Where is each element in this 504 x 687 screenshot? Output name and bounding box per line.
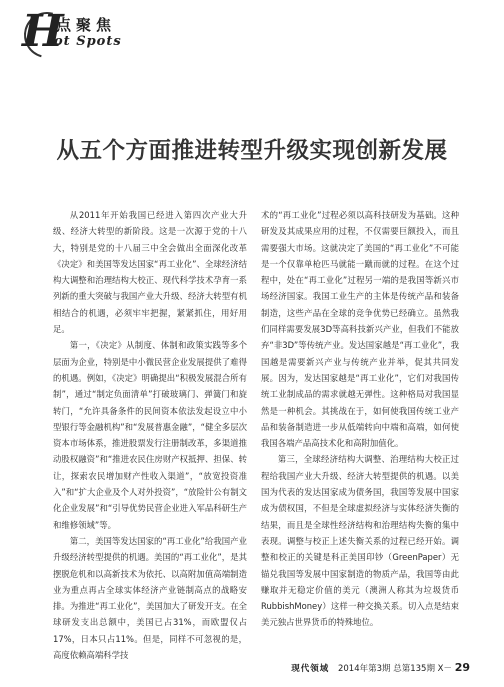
column-logo xyxy=(22,8,172,63)
page-number: 29 xyxy=(454,661,470,674)
magazine-name: 现代领域 xyxy=(291,664,330,674)
article-column-right xyxy=(261,207,459,631)
article-title: 从五个方面推进转型升级实现创新发展 xyxy=(56,138,448,164)
page-footer xyxy=(291,661,470,674)
logo-letter: H xyxy=(22,6,64,57)
paragraph: 第三，全球经济结构大调整、治理结构大校正过程给我国产业大升级、经济大转型提供的机遇。以美国为代表的发达国家成为债务国，我国等发展中国家成为债权国，不但是全球虚拟经济与实体经济失衡的结果，而且是全球性经济结构和治理结构失衡的集中表现。调整与校正上述失衡关系的过程已经开始。调整和校正的关键是科正美国印钞（GreenPaper）无锚兑我国等发展中国家制造的物质产品，我国等由此赚取并无稳定价值的美元（澳洲人称其为垃圾货币RubbishMoney）这样一种交换关系。切入点是结束美元独占世界货币的特殊地位。 xyxy=(261,454,459,628)
paragraph: 第一，《决定》从制度、体制和政策实践等多个层面为企业，特别是中小微民营企业发展提供了难得的机遇。例如，《决定》明确提出“积极发展混合所有制”，通过“制定负面清单”打破玻璃门、弹簧门和旋转门，“允许具备条件的民间资本依法发起设立中小型银行等金融机构”和“发展普惠金融”，“健全多层次资本市场体系，推进股票发行注册制改革，多渠道推动股权融资”和“推进农民住房财产权抵押、担保、转让，探索农民增加财产性收入渠道”，“放宽投资准入”和“扩大企业及个人对外投资”，“放险针公有制文化企业发展”和“引导优势民营企业进入军品科研生产和维修领域”等。 xyxy=(53,340,247,530)
issue-info: 2014年第3期 总第135期 X－ xyxy=(337,664,452,674)
article-column-left xyxy=(53,207,247,663)
paragraph: 术的“再工业化”过程必须以高科技研发为基础。这种研发及其成果应用的过程，不仅需要巨额投入，而且需要强大市场。这就决定了美国的“再工业化”不可能是一个仅靠单枪匹马就能一蹴而就的过程。在这个过程中，处在“再工业化”过程另一端的是我国等新兴市场经济国家。我国工业生产的主体是传统产品和装备制造，这些产品在全球的竞争优势已经确立。虽然我们同样需要发展3D等高科技新兴产业，但我们不能放弃“非3D”等传统产业。发达国家越是“再工业化”，我国越是需要新兴产业与传统产业并举，促其共同发展。因为，发达国家越是“再工业化”，它们对我国传统工业制成品的需求就越无弹性。这种格局对我国显然是一种机会。其挑战在于，如何使我国传统工业产品和装备制造进一步从低端转向中端和高端，如何使我国各端产品高技术化和高附加值化。 xyxy=(261,210,459,449)
paragraph: 第二，美国等发达国家的“再工业化”给我国产业升级经济转型提供的机遇。美国的“再工业化”，是其摆脱危机和以高新技术为依托、以高附加值高端制造业为重点再占全球实体经济产业链制高点的战略安排。为推进“再工业化”，美国加大了研发开支。在全球研发支出总额中，美国已占31%，而欧盟仅占17%，日本只占11%。但是，同样不可忽视的是，高度依赖高端科学技 xyxy=(53,535,247,661)
logo-english-text: ot Spots xyxy=(54,34,122,49)
logo-chinese-text: 点聚焦 xyxy=(56,16,117,34)
paragraph: 从2011年开始我国已经进入第四次产业大升级、经济大转型的新阶段。这是一次源于党的十八大，特别是党的十八届三中全会做出全面深化改革《决定》和美国等发达国家“再工业化”、全球经济结构大调整和治理结构大校正、现代科学技术孕育一系列新的重大突破与我国产业大升级、经济大转型有机相结合的机遇，必须牢牢把握，紧紧抓住，用好用足。 xyxy=(53,210,247,335)
